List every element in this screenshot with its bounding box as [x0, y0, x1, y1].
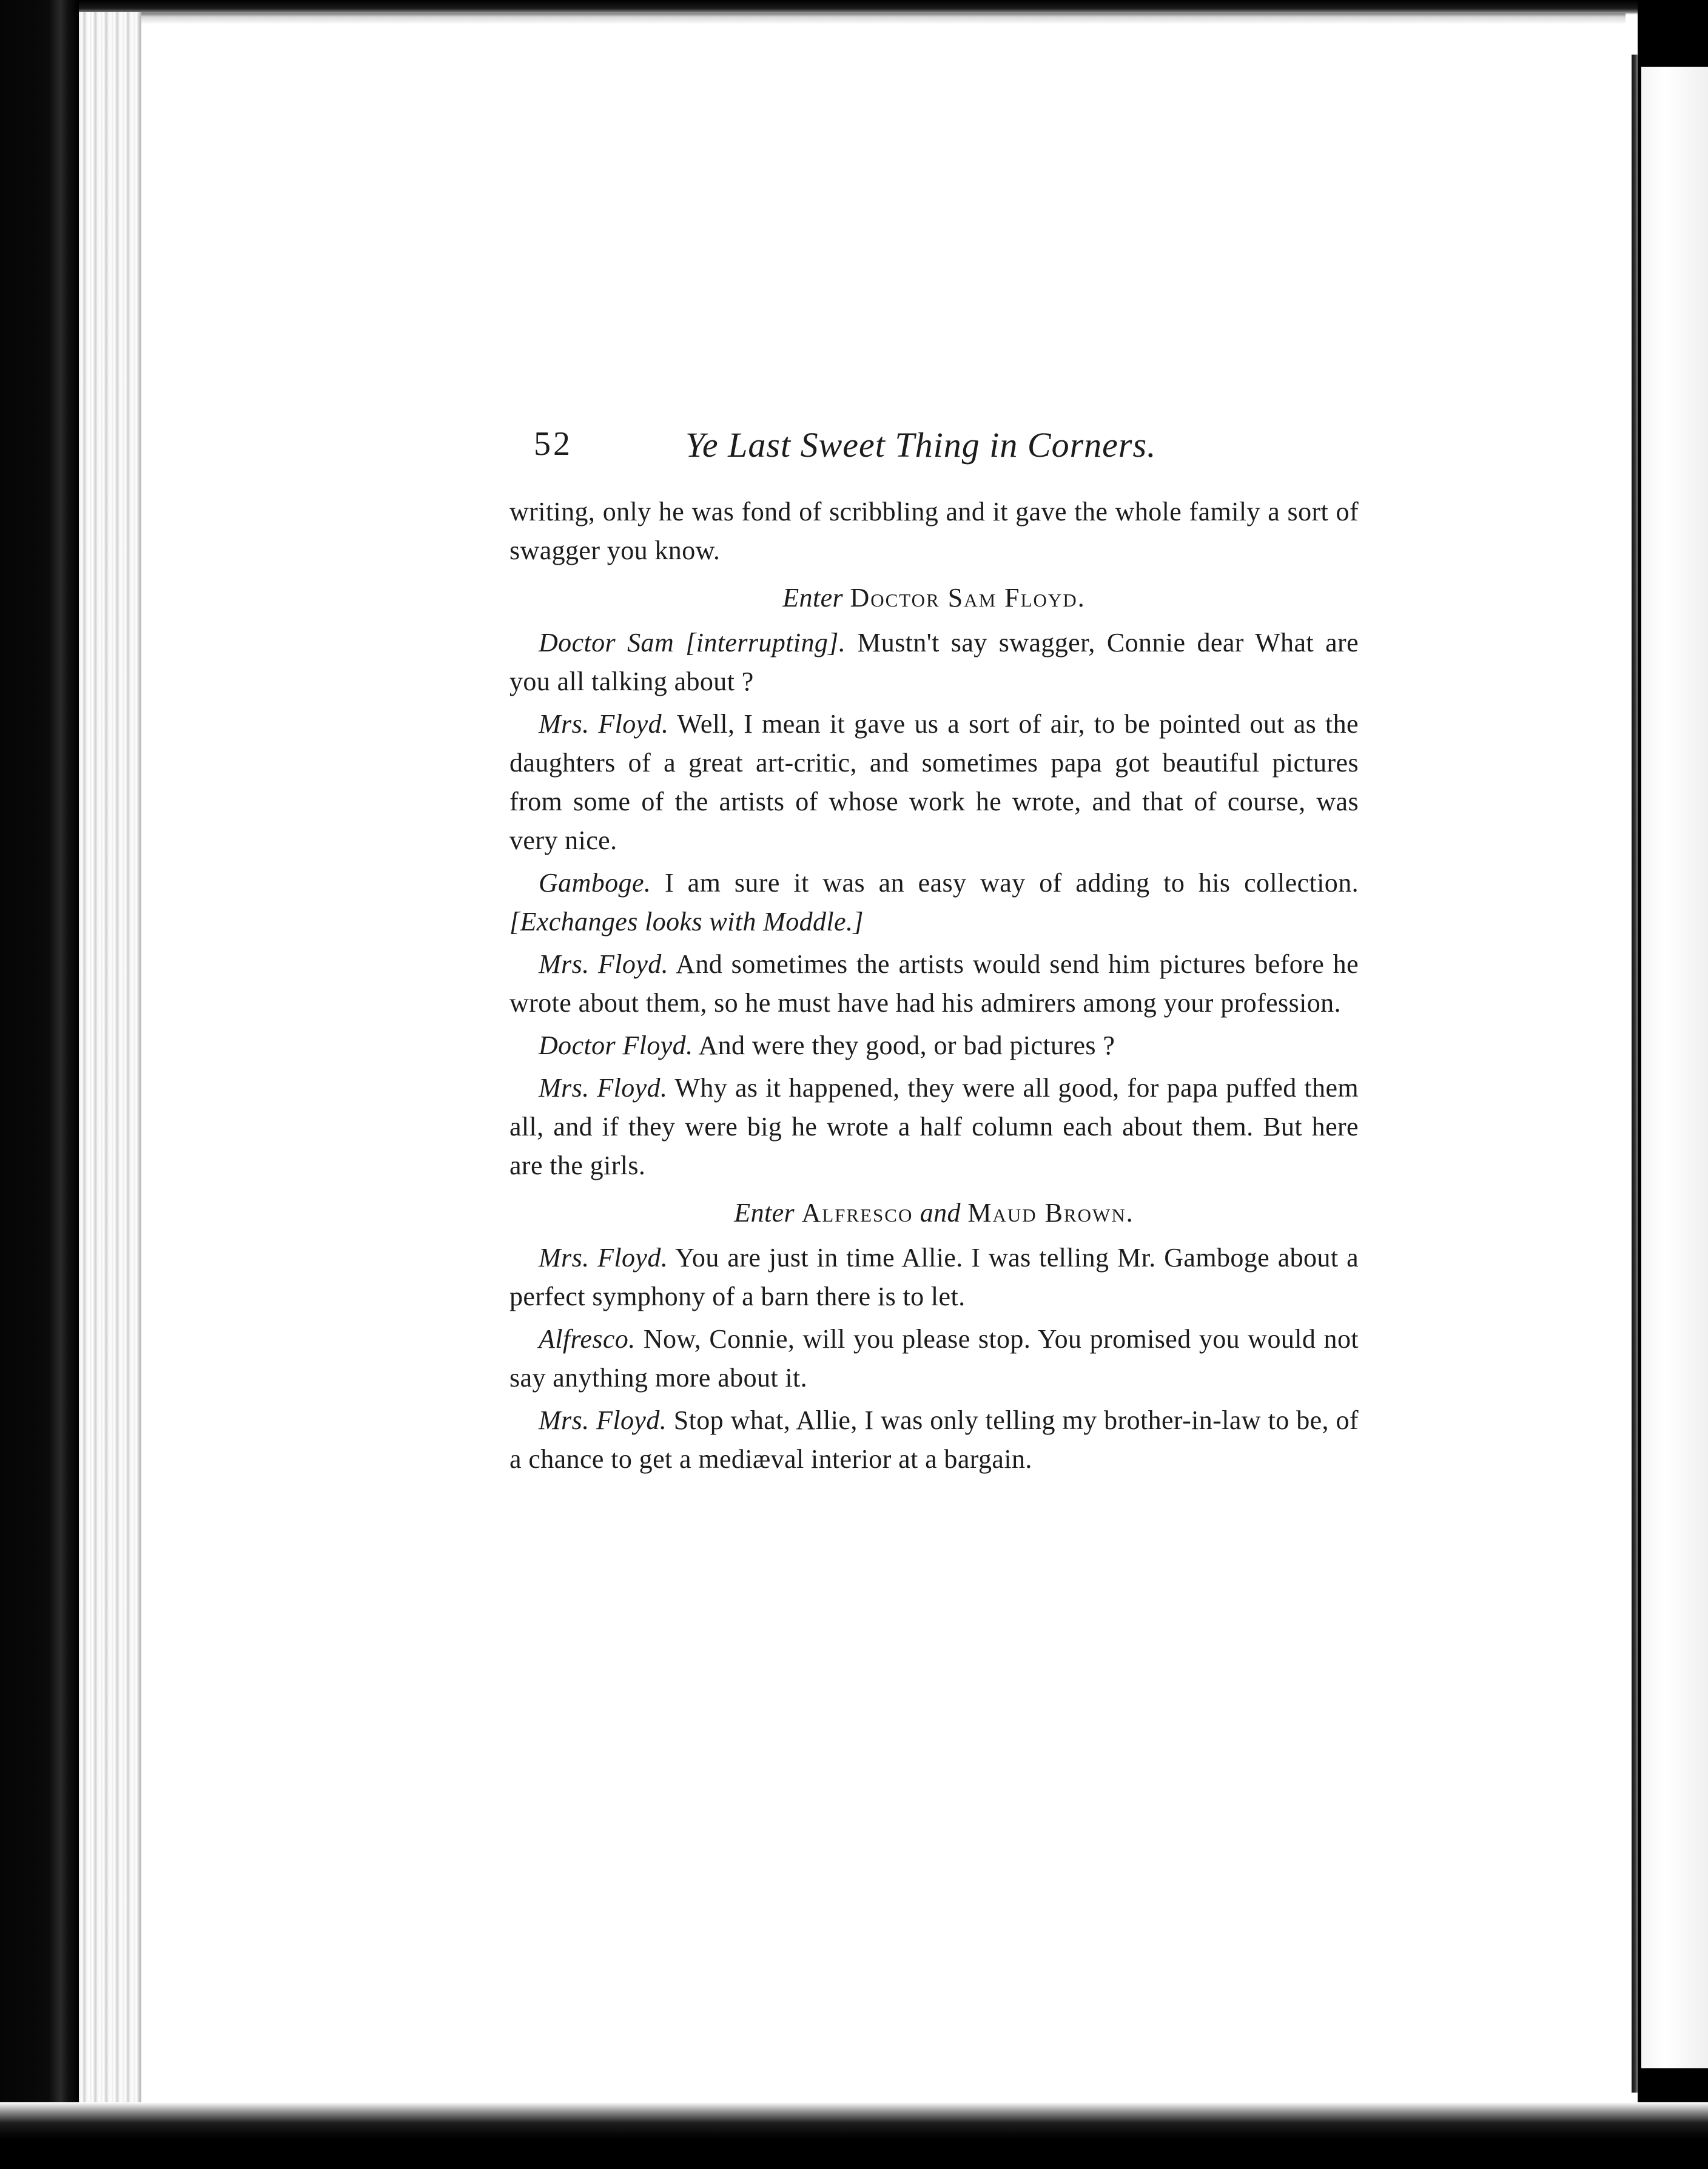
- speech-text: You are just in time Allie. I was telling Mr. Gamboge about a perfect symphony of a barn there is to let.: [509, 1243, 1359, 1311]
- speech-paragraph: [509, 1320, 1359, 1397]
- stage-character: Doctor Sam Floyd.: [850, 583, 1086, 613]
- speech-paragraph: [509, 1026, 1359, 1065]
- speaker-name: Doctor Floyd.: [539, 1031, 693, 1060]
- speech-paragraph: [509, 705, 1359, 860]
- running-head: [509, 425, 1359, 479]
- speech-text: Stop what, Allie, I was only telling my brother-in-law to be, of a chance to get a mediæval interior at a bargain.: [509, 1405, 1359, 1474]
- speaker-name: Doctor Sam: [539, 628, 674, 657]
- continuation-paragraph: [509, 493, 1359, 570]
- stage-direction: [509, 579, 1359, 617]
- scan-left-border: [0, 0, 79, 2169]
- speech-paragraph: [509, 1401, 1359, 1479]
- speech-paragraph: [509, 945, 1359, 1023]
- page-top-edge: [133, 13, 1626, 24]
- page-right-edge: [1632, 55, 1638, 2093]
- book-page: [509, 425, 1359, 1479]
- speaker-name: Mrs. Floyd.: [539, 709, 669, 739]
- stage-character: Maud Brown.: [967, 1198, 1134, 1228]
- speaker-name: Alfresco.: [539, 1324, 636, 1354]
- stage-aside: [Exchanges looks with Moddle.]: [509, 907, 864, 937]
- speech-text: Now, Connie, will you please stop. You promised you would not say anything more about it.: [509, 1324, 1359, 1393]
- stage-direction: [509, 1194, 1359, 1232]
- speech-text: And sometimes the artists would send him pictures before he wrote about them, so he must have had his admirers among your profession.: [509, 949, 1359, 1018]
- speech-paragraph: [509, 624, 1359, 701]
- scan-top-border: [0, 0, 1708, 15]
- running-title: Ye Last Sweet Thing in Corners.: [685, 425, 1157, 465]
- stacked-page-edges: [79, 12, 141, 2105]
- stage-conjunction: and: [920, 1198, 961, 1228]
- stage-verb: Enter: [782, 583, 844, 613]
- facing-page-strip: [1641, 67, 1708, 2068]
- speech-text: Mustn't say swagger, Connie dear What are you all talking about ?: [509, 628, 1359, 696]
- speech-text: Why as it happened, they were all good, for papa puffed them all, and if they were big he wrote a half column each about them. But here are the girls.: [509, 1073, 1359, 1180]
- body-text: [509, 493, 1359, 1479]
- stage-character: Alfresco: [801, 1198, 913, 1228]
- speaker-name: Mrs. Floyd.: [539, 1073, 668, 1103]
- speech-text: I am sure it was an easy way of adding to his collection.: [664, 868, 1359, 898]
- speech-paragraph: [509, 1239, 1359, 1316]
- speaker-name: Mrs. Floyd.: [539, 949, 669, 979]
- speaker-name: Gamboge.: [539, 868, 651, 898]
- stage-aside: [interrupting].: [685, 628, 846, 657]
- scan-bottom-border: [0, 2102, 1708, 2169]
- speaker-name: Mrs. Floyd.: [539, 1243, 668, 1273]
- page-number: 52: [534, 425, 573, 463]
- speech-paragraph: [509, 1069, 1359, 1185]
- speech-paragraph: [509, 864, 1359, 941]
- paragraph-text: writing, only he was fond of scribbling and it gave the whole family a sort of swagger you know.: [509, 497, 1359, 565]
- speech-text: And were they good, or bad pictures ?: [698, 1031, 1115, 1060]
- speaker-name: Mrs. Floyd.: [539, 1405, 667, 1435]
- stage-verb: Enter: [734, 1198, 795, 1228]
- speech-text: Well, I mean it gave us a sort of air, to be pointed out as the daughters of a great art-critic, and sometimes papa got beautiful pictures from some of the artists of whose work he wrote, and that of course, was very nice.: [509, 709, 1359, 855]
